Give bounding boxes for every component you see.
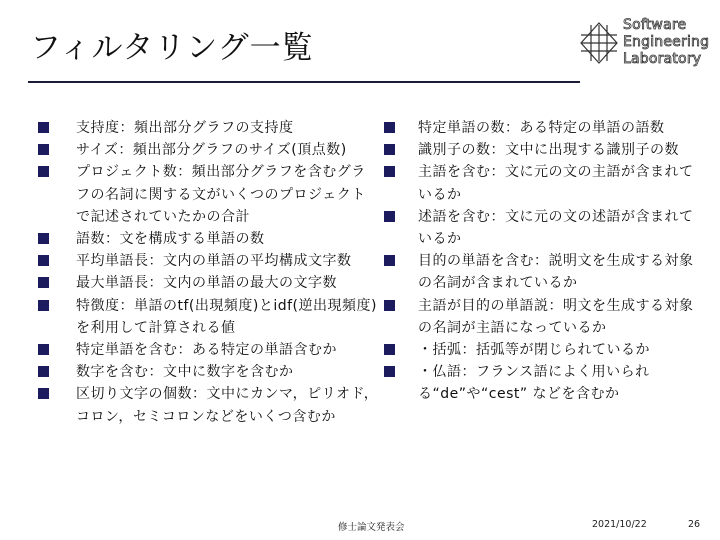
square-bullet-icon — [384, 166, 395, 177]
square-bullet-icon — [38, 366, 49, 377]
list-item-text: 区切り文字の個数：文中にカンマ，ピリオド，コロン，セミコロンなどをいくつ含むか — [76, 386, 379, 425]
list-item — [38, 361, 380, 383]
square-bullet-icon — [38, 300, 49, 311]
logo-line-engineering: Engineering — [623, 34, 710, 50]
list-item-text: ・括弧：括弧等が閉じられているか — [418, 342, 650, 359]
square-bullet-icon — [38, 144, 49, 155]
list-item-text: 支持度：頻出部分グラフの支持度 — [76, 120, 294, 136]
list-item-text: 特定単語の数：ある特定の単語の語数 — [418, 120, 665, 136]
list-item — [384, 250, 694, 294]
list-item — [38, 295, 380, 339]
list-item-text: 主語が目的の単語説：明文を生成する対象の名詞が主語になっているか — [418, 297, 694, 336]
square-bullet-icon — [384, 366, 395, 377]
square-bullet-icon — [38, 166, 49, 177]
square-bullet-icon — [384, 255, 395, 266]
lab-logo — [579, 17, 709, 75]
page-number: 26 — [688, 519, 701, 530]
list-item — [384, 117, 694, 139]
list-item — [38, 161, 380, 228]
square-bullet-icon — [38, 255, 49, 266]
logo-line-software: Software — [623, 17, 687, 33]
list-item — [384, 295, 694, 339]
list-item — [38, 339, 380, 361]
list-item-text: 識別子の数：文中に出現する識別子の数 — [418, 142, 679, 159]
right-bullet-list — [384, 117, 694, 406]
square-bullet-icon — [38, 233, 49, 244]
list-item-text: 最大単語長：文内の単語の最大の文字数 — [76, 275, 337, 292]
title-divider — [28, 81, 580, 83]
list-item — [38, 250, 380, 272]
slide-title: フィルタリング一覧 — [30, 30, 314, 66]
list-item-text: サイズ：頻出部分グラフのサイズ(頂点数) — [76, 142, 347, 159]
lab-grid-logo-icon — [579, 21, 619, 65]
footer-event: 修士論文発表会 — [338, 522, 405, 533]
lab-logo-text — [623, 17, 709, 68]
square-bullet-icon — [384, 300, 395, 311]
list-item — [38, 228, 380, 250]
list-item-text: 平均単語長：文内の単語の平均構成文字数 — [76, 253, 352, 270]
list-item-text: 特定単語を含む：ある特定の単語含むか — [76, 342, 337, 359]
list-item — [384, 206, 694, 250]
list-item — [38, 272, 380, 294]
list-item-text: 語数：文を構成する単語の数 — [76, 231, 265, 248]
list-item-text: ・仏語：フランス語によく用いられる“de”や“cest” などを含むか — [418, 364, 650, 403]
list-item — [384, 139, 694, 161]
list-item — [384, 339, 694, 361]
square-bullet-icon — [384, 144, 395, 155]
list-item — [38, 117, 380, 139]
list-item — [384, 361, 694, 405]
logo-line-laboratory: Laboratory — [623, 51, 702, 67]
list-item — [38, 383, 380, 427]
list-item-text: 主語を含む：文に元の文の主語が含まれているか — [418, 164, 694, 203]
square-bullet-icon — [38, 344, 49, 355]
square-bullet-icon — [38, 277, 49, 288]
square-bullet-icon — [384, 344, 395, 355]
list-item-text: 目的の単語を含む：説明文を生成する対象の名詞が含まれているか — [418, 253, 694, 292]
square-bullet-icon — [384, 122, 395, 133]
left-bullet-list — [38, 117, 380, 428]
square-bullet-icon — [38, 122, 49, 133]
square-bullet-icon — [38, 388, 49, 399]
list-item-text: 数字を含む：文中に数字を含むか — [76, 364, 294, 381]
list-item-text: 述語を含む：文に元の文の述語が含まれているか — [418, 208, 694, 248]
footer-date: 2021/10/22 — [592, 519, 647, 530]
list-item-text: プロジェクト数：頻出部分グラフを含むグラフの名詞に関する文がいくつのプロジェクトで記述されていたかの合計 — [76, 164, 366, 225]
list-item-text: 特徴度：単語のtf(出現頻度)とidf(逆出現頻度)を利用して計算される値 — [76, 297, 377, 336]
square-bullet-icon — [384, 211, 395, 222]
list-item — [38, 139, 380, 161]
list-item — [384, 161, 694, 205]
